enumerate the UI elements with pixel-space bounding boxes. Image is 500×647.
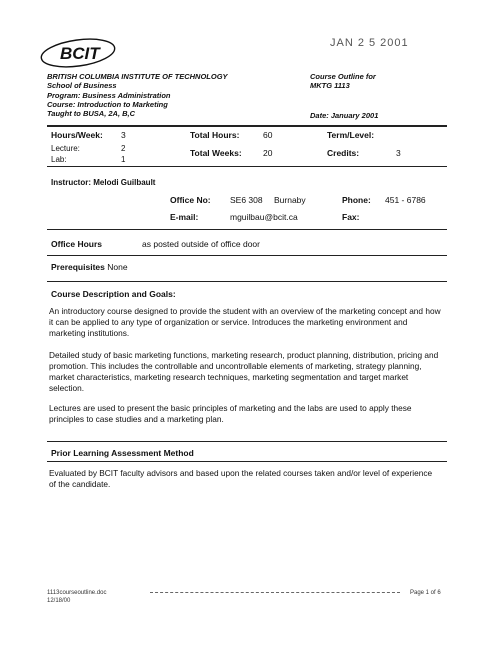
pla-text: Evaluated by BCIT faculty advisors and based upon the related courses taken and/or level of experience of the candidate. bbox=[49, 468, 433, 489]
office-hours-value: as posted outside of office door bbox=[142, 239, 260, 249]
hours-week-label: Hours/Week: bbox=[51, 130, 103, 140]
lecture-label: Lecture: bbox=[51, 144, 80, 153]
divider bbox=[47, 125, 447, 127]
phone-value: 451 - 6786 bbox=[385, 195, 426, 205]
divider bbox=[47, 281, 447, 282]
fax-label: Fax: bbox=[342, 212, 360, 222]
term-level-label: Term/Level: bbox=[327, 130, 375, 140]
credits-label: Credits: bbox=[327, 148, 360, 158]
instructor-row bbox=[51, 177, 155, 188]
footer-filename: 1113courseoutline.doc bbox=[47, 590, 107, 596]
office-hours-label: Office Hours bbox=[51, 239, 103, 249]
bcit-logo bbox=[38, 36, 118, 70]
total-weeks-label: Total Weeks: bbox=[190, 148, 242, 158]
description-paragraph-2: Detailed study of basic marketing functions, marketing research, product planning, distribution, pricing and promotion. This includes the controllable and uncontrollable elements of marketing, strategy planning, market characteristics, marketing research techniques, marketing segmentation and target market selection. bbox=[49, 350, 439, 393]
taught-to: Taught to BUSA, 2A, B,C bbox=[47, 109, 136, 119]
divider bbox=[47, 461, 447, 462]
prerequisites-label: Prerequisites bbox=[51, 262, 105, 272]
lab-label: Lab: bbox=[51, 155, 67, 164]
instructor-label: Instructor: bbox=[51, 178, 91, 187]
total-hours-label: Total Hours: bbox=[190, 130, 240, 140]
total-weeks-value: 20 bbox=[263, 148, 273, 158]
school-name: School of Business bbox=[47, 81, 117, 91]
outline-label: Course Outline for bbox=[310, 72, 376, 81]
description-title: Course Description and Goals: bbox=[51, 289, 176, 299]
logo-text: BCIT bbox=[60, 44, 100, 63]
email-value[interactable]: mguilbau@bcit.ca bbox=[230, 212, 298, 222]
office-no-label: Office No: bbox=[170, 195, 211, 205]
received-date-stamp: JAN 2 5 2001 bbox=[330, 37, 409, 49]
total-hours-value: 60 bbox=[263, 130, 273, 140]
footer-rule bbox=[150, 592, 400, 593]
phone-label: Phone: bbox=[342, 195, 371, 205]
lab-value: 1 bbox=[121, 155, 126, 164]
divider bbox=[47, 166, 447, 167]
prerequisites-value: None bbox=[107, 262, 128, 272]
email-label: E-mail: bbox=[170, 212, 199, 222]
prerequisites-row bbox=[51, 262, 128, 272]
divider bbox=[47, 255, 447, 256]
divider bbox=[47, 229, 447, 230]
program-name: Program: Business Administration bbox=[47, 90, 171, 100]
pla-title: Prior Learning Assessment Method bbox=[51, 448, 194, 458]
description-paragraph-3: Lectures are used to present the basic principles of marketing and the labs are used to apply these principles to case studies and a marketing plan. bbox=[49, 403, 412, 424]
institution-header bbox=[47, 72, 228, 118]
office-no-value: SE6 308 bbox=[230, 195, 263, 205]
footer-page: Page 1 of 6 bbox=[410, 590, 441, 596]
institute-name: BRITISH COLUMBIA INSTITUTE OF TECHNOLOGY bbox=[47, 72, 228, 81]
outline-date: Date: January 2001 bbox=[310, 111, 379, 120]
credits-value: 3 bbox=[396, 148, 401, 158]
outline-header bbox=[310, 72, 376, 91]
hours-week-value: 3 bbox=[121, 130, 126, 140]
description-paragraph-1: An introductory course designed to provide the student with an overview of the marketing concept and how it can be applied to any type of organization or service. Introduces the marketing environment and marketing institutions. bbox=[49, 306, 441, 338]
lecture-value: 2 bbox=[121, 144, 126, 153]
divider bbox=[47, 441, 447, 442]
course-code: MKTG 1113 bbox=[310, 81, 350, 91]
campus-value: Burnaby bbox=[274, 195, 306, 205]
course-name: Course: Introduction to Marketing bbox=[47, 99, 168, 109]
footer-date: 12/18/00 bbox=[47, 598, 71, 604]
instructor-name: Melodi Guilbault bbox=[93, 178, 156, 187]
